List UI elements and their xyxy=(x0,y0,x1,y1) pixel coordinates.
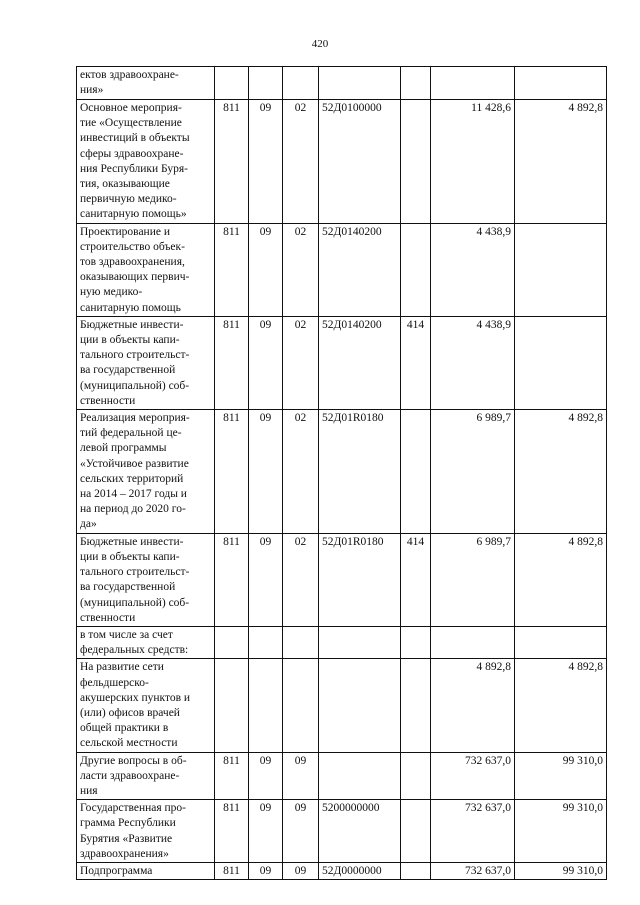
table-row xyxy=(77,800,607,863)
row-sum-total: 6 989,7 xyxy=(431,533,515,626)
row-section: 09 xyxy=(249,100,283,224)
row-subsection xyxy=(283,626,319,658)
row-section: 09 xyxy=(249,533,283,626)
row-sum-federal xyxy=(515,223,607,316)
table-row xyxy=(77,67,607,100)
row-target-article: 52Д01R0180 xyxy=(319,410,401,534)
row-subsection: 09 xyxy=(283,800,319,863)
row-target-article xyxy=(319,626,401,658)
page-number: 420 xyxy=(311,38,329,50)
row-expense-type xyxy=(401,800,431,863)
row-grbs: 811 xyxy=(215,800,249,863)
row-section xyxy=(249,67,283,100)
table-row xyxy=(77,659,607,752)
row-expense-type xyxy=(401,67,431,100)
row-sum-total xyxy=(431,67,515,100)
row-target-article: 52Д01R0180 xyxy=(319,533,401,626)
row-subsection: 02 xyxy=(283,100,319,224)
table-row xyxy=(77,752,607,800)
row-section: 09 xyxy=(249,800,283,863)
row-name: ектов здравоохране- ния» xyxy=(77,67,215,100)
row-subsection: 02 xyxy=(283,410,319,534)
row-expense-type xyxy=(401,223,431,316)
row-target-article: 52Д0000000 xyxy=(319,862,401,879)
table-row xyxy=(77,316,607,409)
row-name: Другие вопросы в об- ласти здравоохране- ния xyxy=(77,752,215,800)
row-subsection: 09 xyxy=(283,862,319,879)
row-grbs: 811 xyxy=(215,410,249,534)
row-name: Основное мероприя- тие «Осуществление инвестиций в объекты сферы здравоохране- ния Республики Буря- тия, оказывающие первичную медико- санитарную помощь» xyxy=(77,100,215,224)
row-sum-total: 4 438,9 xyxy=(431,223,515,316)
row-sum-federal: 99 310,0 xyxy=(515,862,607,879)
row-sum-total xyxy=(431,626,515,658)
row-expense-type xyxy=(401,626,431,658)
row-sum-total: 4 892,8 xyxy=(431,659,515,752)
row-sum-total: 6 989,7 xyxy=(431,410,515,534)
row-section: 09 xyxy=(249,223,283,316)
row-name: Бюджетные инвести- ции в объекты капи- тального строительст- ва государственной (муниципальной) соб- ственности xyxy=(77,533,215,626)
row-expense-type: 414 xyxy=(401,316,431,409)
row-expense-type xyxy=(401,752,431,800)
table-row xyxy=(77,862,607,879)
row-section xyxy=(249,659,283,752)
row-subsection: 02 xyxy=(283,533,319,626)
row-grbs xyxy=(215,67,249,100)
row-section: 09 xyxy=(249,410,283,534)
row-target-article xyxy=(319,659,401,752)
row-grbs: 811 xyxy=(215,316,249,409)
row-grbs: 811 xyxy=(215,223,249,316)
row-grbs xyxy=(215,626,249,658)
row-expense-type xyxy=(401,659,431,752)
row-expense-type xyxy=(401,410,431,534)
row-sum-federal xyxy=(515,67,607,100)
row-name: Реализация мероприя- тий федеральной це- левой программы «Устойчивое развитие сельских территорий на 2014 – 2017 годы и на период до 2020 го- да» xyxy=(77,410,215,534)
row-subsection xyxy=(283,659,319,752)
table-body xyxy=(77,67,607,880)
row-expense-type xyxy=(401,862,431,879)
row-sum-total: 4 438,9 xyxy=(431,316,515,409)
row-sum-federal xyxy=(515,626,607,658)
row-target-article: 5200000000 xyxy=(319,800,401,863)
table-row xyxy=(77,100,607,224)
row-sum-federal: 99 310,0 xyxy=(515,752,607,800)
row-target-article xyxy=(319,752,401,800)
row-section: 09 xyxy=(249,752,283,800)
row-grbs: 811 xyxy=(215,533,249,626)
row-section: 09 xyxy=(249,862,283,879)
row-target-article: 52Д0140200 xyxy=(319,223,401,316)
row-sum-federal: 4 892,8 xyxy=(515,410,607,534)
row-subsection xyxy=(283,67,319,100)
row-grbs: 811 xyxy=(215,100,249,224)
row-name: На развитие сети фельдшерско- акушерских пунктов и (или) офисов врачей общей практики в сельской местности xyxy=(77,659,215,752)
row-sum-federal xyxy=(515,316,607,409)
row-sum-federal: 99 310,0 xyxy=(515,800,607,863)
row-target-article: 52Д0100000 xyxy=(319,100,401,224)
row-section xyxy=(249,626,283,658)
row-name: Проектирование и строительство объек- тов здравоохранения, оказывающих первич- ную медико- санитарную помощь xyxy=(77,223,215,316)
row-grbs xyxy=(215,659,249,752)
row-sum-federal: 4 892,8 xyxy=(515,533,607,626)
table-row xyxy=(77,626,607,658)
row-name: Государственная про- грамма Республики Бурятия «Развитие здравоохранения» xyxy=(77,800,215,863)
table-row xyxy=(77,533,607,626)
row-grbs: 811 xyxy=(215,862,249,879)
row-sum-total: 732 637,0 xyxy=(431,862,515,879)
row-grbs: 811 xyxy=(215,752,249,800)
table-row xyxy=(77,410,607,534)
row-sum-total: 732 637,0 xyxy=(431,752,515,800)
row-name: Бюджетные инвести- ции в объекты капи- тального строительст- ва государственной (муниципальной) соб- ственности xyxy=(77,316,215,409)
row-expense-type xyxy=(401,100,431,224)
row-section: 09 xyxy=(249,316,283,409)
row-sum-federal: 4 892,8 xyxy=(515,659,607,752)
budget-table xyxy=(76,66,607,880)
row-subsection: 02 xyxy=(283,316,319,409)
row-target-article: 52Д0140200 xyxy=(319,316,401,409)
row-target-article xyxy=(319,67,401,100)
row-subsection: 09 xyxy=(283,752,319,800)
row-subsection: 02 xyxy=(283,223,319,316)
row-sum-total: 732 637,0 xyxy=(431,800,515,863)
table-row xyxy=(77,223,607,316)
row-name: в том числе за счет федеральных средств: xyxy=(77,626,215,658)
row-expense-type: 414 xyxy=(401,533,431,626)
row-sum-total: 11 428,6 xyxy=(431,100,515,224)
row-name: Подпрограмма xyxy=(77,862,215,879)
row-sum-federal: 4 892,8 xyxy=(515,100,607,224)
